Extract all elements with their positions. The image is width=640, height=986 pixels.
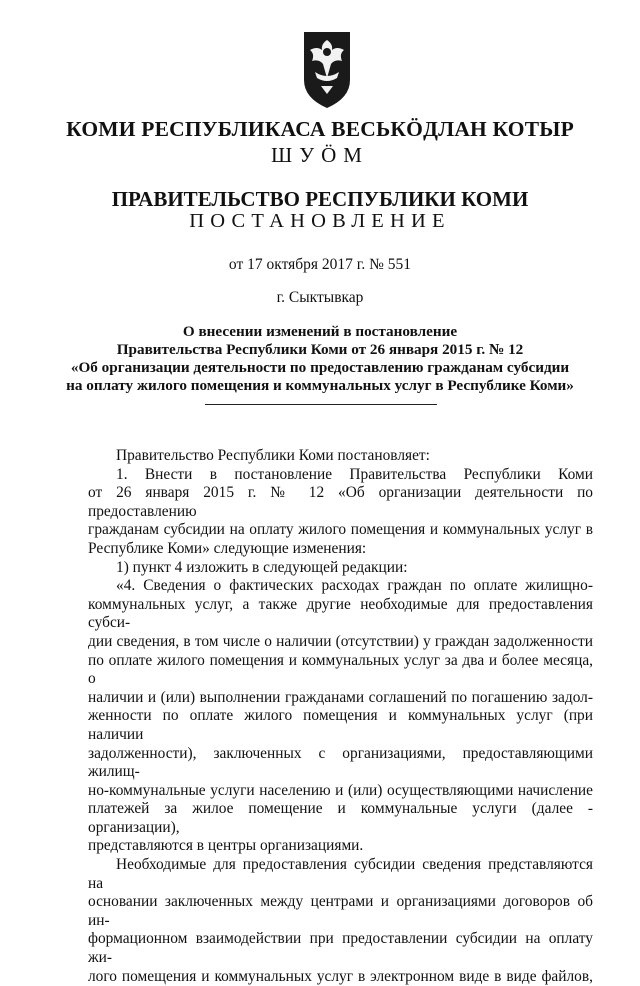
quote-line: дии сведения, в том числе о наличии (отсутствии) у граждан задолженности bbox=[88, 632, 593, 650]
quote-line: коммунальных услуг, а также другие необходимые для предоставления субси- bbox=[88, 595, 593, 632]
quote-line: женности по оплате жилого помещения и коммунальных услуг (при наличии bbox=[88, 707, 593, 743]
quote-line: задолженности), заключенных с организациями, предоставляющими жилищ- bbox=[88, 744, 593, 781]
quote-line: по оплате жилого помещения и коммунальных услуг за два и более месяца, о bbox=[88, 651, 593, 688]
decree-body bbox=[88, 447, 593, 986]
quote-line: представляются в центры организациями. bbox=[88, 837, 364, 855]
item1-line: 1. Внести в постановление Правительства Республики Коми bbox=[116, 465, 593, 483]
para2-line: лого помещения и коммунальных услуг в электронном виде в виде файлов, bbox=[88, 967, 593, 985]
subject-line: О внесении изменений в постановление bbox=[182, 323, 458, 340]
body-intro: Правительство Республики Коми постановляет: bbox=[116, 447, 430, 464]
para2-line: основании заключенных между центрами и организациями договоров об ин- bbox=[88, 893, 593, 929]
government-title: ПРАВИТЕЛЬСТВО РЕСПУБЛИКИ КОМИ bbox=[111, 187, 529, 211]
subject-line: «Об организации деятельности по предоставлению гражданам субсидии bbox=[70, 359, 570, 376]
decree-label: ПОСТАНОВЛЕНИЕ bbox=[189, 210, 451, 232]
decree-date-number: от 17 октября 2017 г. № 551 bbox=[228, 256, 412, 273]
subject-divider bbox=[205, 404, 437, 405]
quote-line: но-коммунальные услуги населению и (или) осуществляющими начисление bbox=[88, 781, 593, 799]
decree-city: г. Сыктывкар bbox=[276, 289, 364, 306]
subject-line: на оплату жилого помещения и коммунальных услуг в Республике Коми» bbox=[66, 377, 574, 394]
decree-subject bbox=[0, 323, 640, 395]
quote-line: наличии и (или) выполнении гражданами соглашений по погашению задол- bbox=[88, 688, 593, 706]
komi-coat-of-arms-icon bbox=[301, 28, 353, 110]
quote-line: платежей за жилое помещение и коммунальные услуги (далее - организации), bbox=[88, 800, 593, 836]
para2-line: формационном взаимодействии при предоставлении субсидии на оплату жи- bbox=[88, 930, 593, 967]
item1-line: Республике Коми» следующие изменения: bbox=[88, 539, 367, 557]
komi-decree-label: ШУӦМ bbox=[271, 143, 369, 167]
para2-line: Необходимые для предоставления субсидии сведения представляются на bbox=[88, 856, 593, 892]
komi-government-title: КОМИ РЕСПУБЛИКАСА ВЕСЬКӦДЛАН КОТЫР bbox=[66, 117, 574, 141]
subject-line: Правительства Республики Коми от 26 января 2015 г. № 12 bbox=[116, 341, 524, 358]
quote-line: «4. Сведения о фактических расходах граждан по оплате жилищно- bbox=[116, 577, 593, 595]
item1-line: гражданам субсидии на оплату жилого помещения и коммунальных услуг в bbox=[88, 521, 593, 539]
subitem1: 1) пункт 4 изложить в следующей редакции: bbox=[116, 558, 408, 576]
item1-line: от 26 января 2015 г. № 12 «Об организации деятельности по предоставлению bbox=[88, 484, 593, 520]
